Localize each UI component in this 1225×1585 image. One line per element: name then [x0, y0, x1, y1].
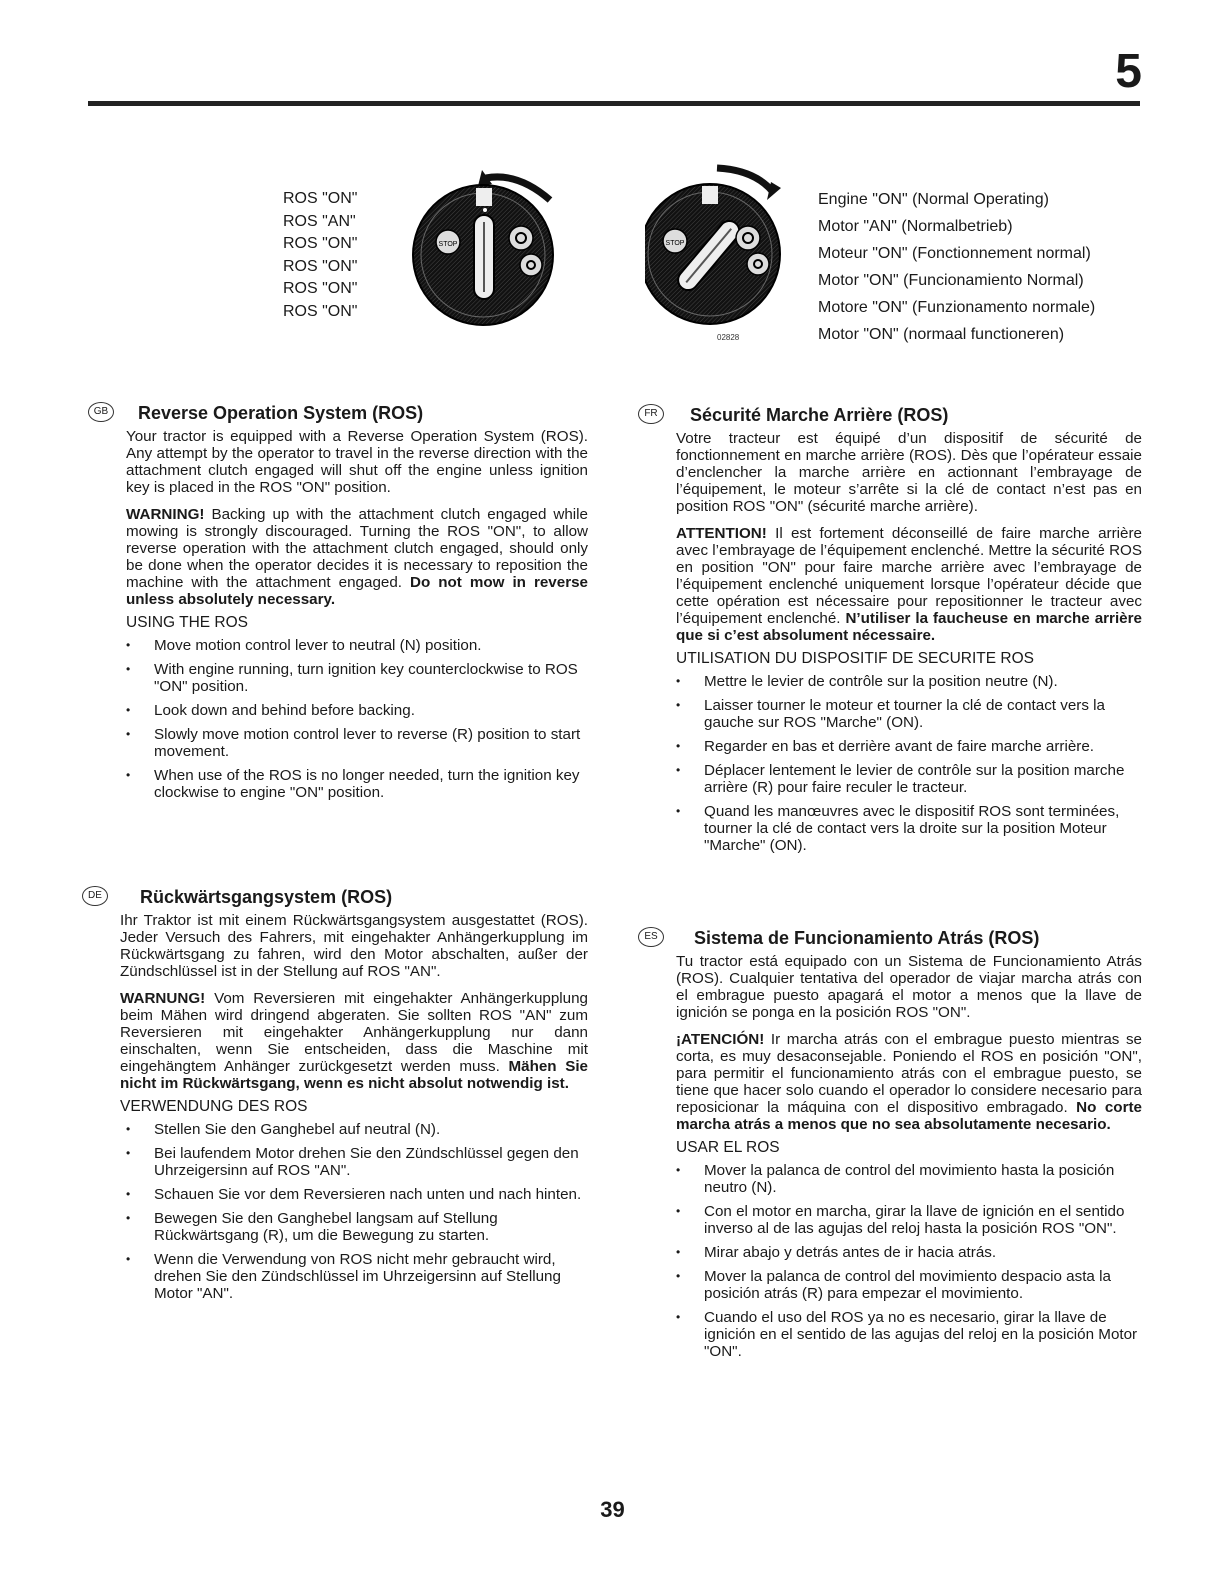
list-item: • Mover la palanca de control del movimiento hasta la posición neutro (N).	[676, 1162, 1142, 1196]
list-item: • Cuando el uso del ROS ya no es necesario, girar la llave de ignición en el sentido de las agujas del reloj en la posición Motor "ON".	[676, 1309, 1142, 1360]
ignition-dial-ros-illustration	[408, 160, 568, 340]
warning-paragraph	[126, 506, 588, 608]
warning-label: ATTENTION!	[676, 525, 767, 542]
warning-label: ¡ATENCIÓN!	[676, 1031, 765, 1048]
steps-list	[120, 1121, 588, 1302]
section-title: Rückwärtsgangsystem (ROS)	[140, 887, 393, 907]
section-title: Reverse Operation System (ROS)	[138, 403, 424, 423]
section-title: Sistema de Funcionamiento Atrás (ROS)	[694, 928, 1040, 948]
list-item: • Move motion control lever to neutral (N) position.	[126, 637, 588, 654]
list-item: • Bei laufendem Motor drehen Sie den Zündschlüssel gegen den Uhrzeigersinn auf ROS "AN".	[126, 1145, 588, 1179]
list-item: • Mettre le levier de contrôle sur la position neutre (N).	[676, 673, 1142, 690]
list-item: • Con el motor en marcha, girar la llave de ignición en el sentido inverso al de las agujas del reloj hasta la posición ROS "ON".	[676, 1203, 1142, 1237]
warning-paragraph	[120, 990, 588, 1092]
warning-bold: Mähen Sie nicht im Rückwärtsgang, wenn es nicht absolut notwendig ist.	[120, 1058, 588, 1092]
list-item: • Bewegen Sie den Ganghebel langsam auf Stellung Rückwärtsgang (R), um die Bewegung zu starten.	[126, 1210, 588, 1244]
warning-label: WARNING!	[126, 506, 205, 523]
list-item: • Schauen Sie vor dem Reversieren nach unten und nach hinten.	[126, 1186, 588, 1203]
list-item: • Slowly move motion control lever to reverse (R) position to start movement.	[126, 726, 588, 760]
list-item: • When use of the ROS is no longer needed, turn the ignition key clockwise to engine "ON" position.	[126, 767, 588, 801]
list-item: • Déplacer lentement le levier de contrôle sur la position marche arrière (R) pour faire reculer le tracteur.	[676, 762, 1142, 796]
ros-label: ROS "ON"	[283, 302, 358, 320]
warning-text: Ir marcha atrás con el embrague puesto mientras se corta, es muy desaconsejable. Poniendo el ROS en posición "ON", para permitir el funcionamiento atrás con el embrague puesto, se tiene que hacer solo cuando el operador lo considere necesario para reposicionar la máquina con el dispositivo embragado.	[676, 1031, 1142, 1116]
engine-label: Motor "ON" (Funcionamiento Normal)	[818, 272, 1084, 289]
intro-paragraph: Tu tractor está equipado con un Sistema de Funcionamiento Atrás (ROS). Cualquier tentativa del operador de viajar marcha atrás con el embrague puesto apagará el motor a menos que la llave de ignición se ponga en la posición ROS "ON".	[676, 953, 1142, 1021]
warning-label: WARNUNG!	[120, 990, 206, 1007]
warning-bold: No corte marcha atrás a menos que no sea absolutamente necesario.	[676, 1099, 1142, 1133]
steps-list	[676, 673, 1142, 854]
section-header	[644, 925, 1142, 951]
using-title: USAR EL ROS	[676, 1139, 780, 1156]
language-badge-icon: DE	[82, 886, 108, 906]
steps-list	[126, 637, 588, 801]
warning-bold: N’utiliser la faucheuse en marche arrière que si c’est absolument nécessaire.	[676, 610, 1142, 644]
page-number: 39	[600, 1497, 625, 1522]
section-de	[88, 884, 588, 1309]
engine-label: Motore "ON" (Funzionamento normale)	[818, 299, 1096, 316]
ros-label: ROS "ON"	[283, 235, 358, 252]
svg-text:STOP: STOP	[438, 241, 458, 248]
steps-list	[676, 1162, 1142, 1360]
list-item: • Look down and behind before backing.	[126, 702, 588, 719]
intro-paragraph: Ihr Traktor ist mit einem Rückwärtsgangsystem ausgestattet (ROS). Jeder Versuch des Fahrers, mit eingehakter Anhängerkupplung im Rückwärtsgang zu fahren, wird den Motor abschalten, außer der Zündschlüssel ist in der Stellung auf ROS "AN".	[120, 912, 588, 980]
warning-bold: Do not mow in reverse unless absolutely necessary.	[126, 574, 588, 608]
using-title: UTILISATION DU DISPOSITIF DE SECURITE ROS	[676, 650, 1034, 667]
warning-paragraph	[676, 525, 1142, 644]
list-item: • With engine running, turn ignition key counterclockwise to ROS "ON" position.	[126, 661, 588, 695]
list-item: • Regarder en bas et derrière avant de faire marche arrière.	[676, 738, 1142, 755]
svg-text:STOP: STOP	[665, 240, 685, 247]
language-badge-icon: ES	[638, 927, 664, 947]
ros-labels	[283, 188, 357, 323]
section-es	[644, 925, 1142, 1367]
figure-code: 02828	[717, 333, 740, 342]
list-item: • Wenn die Verwendung von ROS nicht mehr gebraucht wird, drehen Sie den Zündschlüssel im Uhrzeigersinn auf Stellung Motor "AN".	[126, 1251, 588, 1302]
warning-paragraph	[676, 1031, 1142, 1133]
ros-label: ROS "ON"	[283, 190, 358, 207]
chapter-number: 5	[1115, 45, 1142, 98]
ros-label: ROS "AN"	[283, 212, 356, 230]
list-item: • Mover la palanca de control del movimiento despacio asta la posición atrás (R) para empezar el movimiento.	[676, 1268, 1142, 1302]
header-rule	[88, 101, 1140, 106]
list-item: • Stellen Sie den Ganghebel auf neutral (N).	[126, 1121, 588, 1138]
intro-paragraph: Votre tracteur est équipé d’un dispositif de sécurité de fonctionnement en marche arrière (ROS). Dès que l’opérateur essaie d’enclencher la marche arrière en actionnant l’embrayage de l’équipement, le moteur s’arrête si la clé de contact n’est pas en position ROS "ON" (sécurité marche arrière).	[676, 430, 1142, 515]
section-fr	[644, 402, 1142, 861]
section-header	[88, 884, 588, 910]
engine-label: Motor "AN" (Normalbetrieb)	[818, 218, 1013, 235]
section-header	[93, 400, 588, 426]
ros-label: ROS "ON"	[283, 280, 358, 297]
section-header	[644, 402, 1142, 428]
section-gb	[93, 400, 588, 808]
warning-text: Backing up with the attachment clutch engaged while mowing is strongly discouraged. Turning the ROS "ON", to allow reverse operation with the attachment clutch engaged, should only be done when the operator decides it is necessary to reposition the machine with the attachment engaged.	[126, 506, 588, 591]
intro-paragraph: Your tractor is equipped with a Reverse Operation System (ROS). Any attempt by the operator to travel in the reverse direction with the attachment clutch engaged will shut off the engine unless ignition key is placed in the ROS "ON" position.	[126, 428, 588, 496]
list-item: • Quand les manœuvres avec le dispositif ROS sont terminées, tourner la clé de contact vers la droite sur la position Moteur "Marche" (ON).	[676, 803, 1142, 854]
engine-labels	[818, 186, 1095, 348]
using-title: VERWENDUNG DES ROS	[120, 1098, 308, 1115]
section-title: Sécurité Marche Arrière (ROS)	[690, 405, 949, 425]
language-badge-icon: FR	[638, 404, 664, 424]
engine-label: Motor "ON" (normaal functioneren)	[818, 326, 1065, 343]
using-title: USING THE ROS	[126, 614, 249, 631]
language-badge-icon: GB	[88, 402, 114, 422]
ignition-dial-engine-illustration	[645, 156, 815, 346]
list-item: • Laisser tourner le moteur et tourner la clé de contact vers la gauche sur ROS "Marche" (ON).	[676, 697, 1142, 731]
list-item: • Mirar abajo y detrás antes de ir hacia atrás.	[676, 1244, 1142, 1261]
ros-label: ROS "ON"	[283, 257, 358, 275]
warning-text: Vom Reversieren mit eingehakter Anhängerkupplung beim Mähen wird dringend abgeraten. Sie sollten ROS "AN" zum Reversieren mit eingehakter Anhängerkupplung nur dann einschalten, wenn Sie entscheiden, dass die Maschine mit eingehängtem Anhänger zurückgesetzt werden muss.	[120, 990, 588, 1075]
engine-label: Engine "ON" (Normal Operating)	[818, 191, 1049, 208]
warning-text: Il est fortement déconseillé de faire marche arrière avec l’embrayage de l’équipement enclenché. Mettre la sécurité ROS en position "ON" pour faire marche arrière avec l’embrayage de l’équipement enclenché uniquement lorsque l’opérateur décide que cette opération est nécessaire pour repositionner le tracteur avec l’équipement enclenché.	[676, 525, 1142, 627]
engine-label: Moteur "ON" (Fonctionnement normal)	[818, 245, 1091, 262]
